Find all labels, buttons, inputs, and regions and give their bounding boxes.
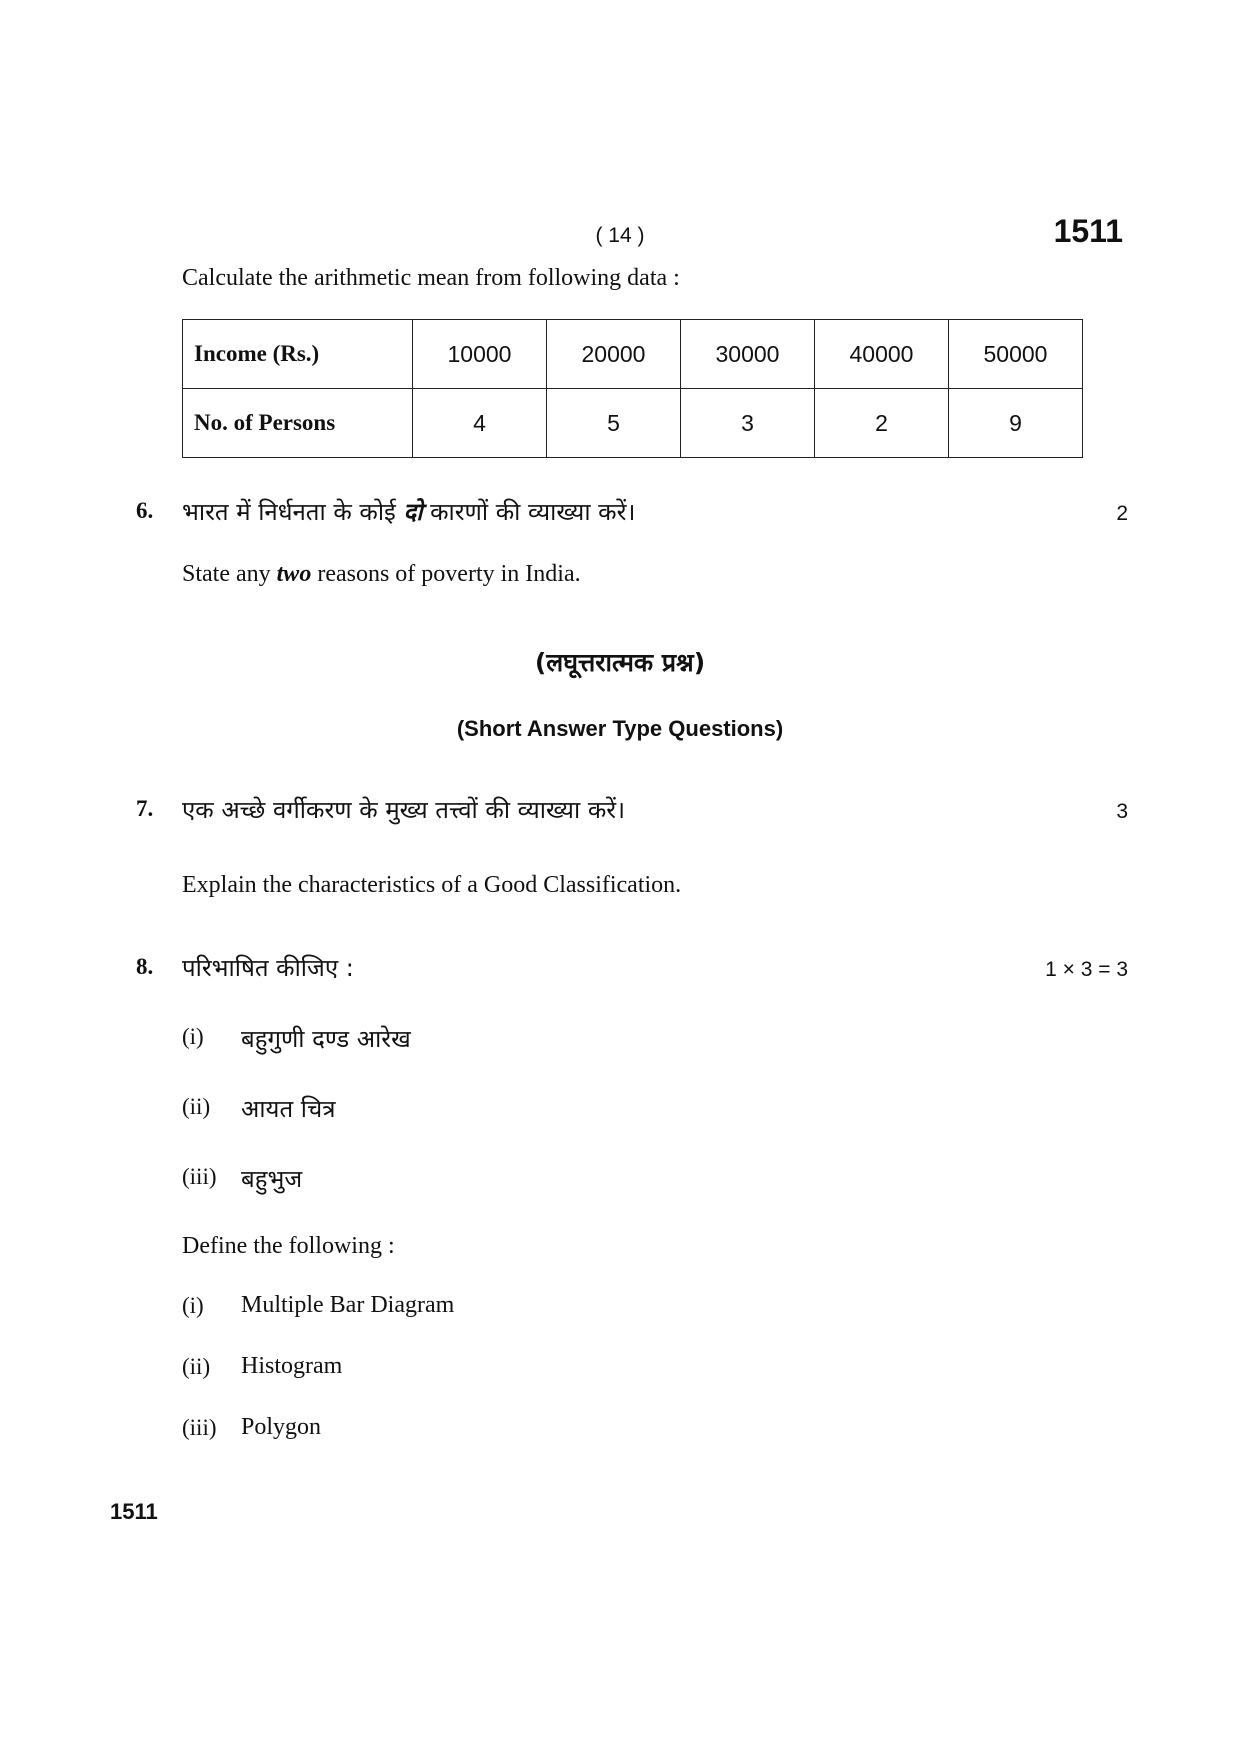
q8-hindi-item-text: आयत चित्र (241, 1095, 336, 1123)
section-heading-english: (Short Answer Type Questions) (456, 716, 784, 741)
q7-english-text: Explain the characteristics of a Good Classification. (182, 872, 682, 898)
question-number-7: 7. (136, 796, 154, 821)
q8-hindi-item-text: बहुगुणी दण्ड आरेख (241, 1025, 411, 1053)
table-cell: 50000 (949, 320, 1083, 389)
q8-marks: 1 × 3 = 3 (1045, 958, 1128, 981)
income-table (182, 319, 1083, 458)
q8-english-text: Define the following : (182, 1233, 395, 1259)
question-number-8: 8. (136, 954, 154, 979)
table-cell: 20000 (547, 320, 681, 389)
paper-code-bottom: 1511 (110, 1499, 158, 1524)
table-cell: 10000 (413, 320, 547, 389)
table-cell: 3 (681, 389, 815, 458)
q8-english-item-num: (i) (182, 1293, 204, 1318)
q6-hindi-pre: भारत में निर्धनता के कोई (182, 498, 396, 526)
table-cell: 5 (547, 389, 681, 458)
q8-hindi-item-text: बहुभुज (241, 1165, 303, 1193)
q6-english-text (182, 559, 581, 589)
q8-hindi-item-num: (ii) (182, 1094, 211, 1119)
q8-english-item-num: (iii) (182, 1415, 217, 1440)
table-row-income (183, 320, 1083, 389)
q7-marks: 3 (1116, 800, 1128, 823)
q6-marks: 2 (1116, 502, 1128, 525)
q6-english-bold: two (276, 561, 312, 587)
table-cell: 30000 (681, 320, 815, 389)
q6-hindi-bold: दो (403, 498, 423, 526)
question-number-6: 6. (136, 498, 154, 523)
q8-english-item-num: (ii) (182, 1354, 211, 1379)
q8-hindi-text: परिभाषित कीजिए : (182, 954, 354, 982)
page-number: ( 14 ) (595, 224, 645, 247)
table-cell: 2 (815, 389, 949, 458)
q8-english-item-text: Histogram (241, 1353, 343, 1379)
section-heading-hindi: (लघूत्तरात्मक प्रश्न) (534, 648, 706, 677)
table-header-cell: Income (Rs.) (183, 320, 413, 389)
q8-hindi-item-num: (i) (182, 1024, 204, 1049)
q8-hindi-item-num: (iii) (182, 1164, 217, 1189)
q6-english-pre: State any (182, 561, 271, 587)
table-header-cell: No. of Persons (183, 389, 413, 458)
paper-code-top: 1511 (1053, 213, 1123, 249)
q8-english-item-text: Polygon (241, 1414, 322, 1440)
table-cell: 40000 (815, 320, 949, 389)
q7-hindi-text: एक अच्छे वर्गीकरण के मुख्य तत्त्वों की व्याख्या करें। (182, 796, 626, 824)
table-row-persons (183, 389, 1083, 458)
q6-hindi-text (182, 497, 636, 527)
table-cell: 9 (949, 389, 1083, 458)
q5-english-text: Calculate the arithmetic mean from following data : (182, 265, 680, 291)
q6-hindi-post: कारणों की व्याख्या करें। (430, 498, 636, 526)
q8-english-item-text: Multiple Bar Diagram (241, 1292, 455, 1318)
table-cell: 4 (413, 389, 547, 458)
q6-english-post: reasons of poverty in India. (317, 561, 581, 587)
